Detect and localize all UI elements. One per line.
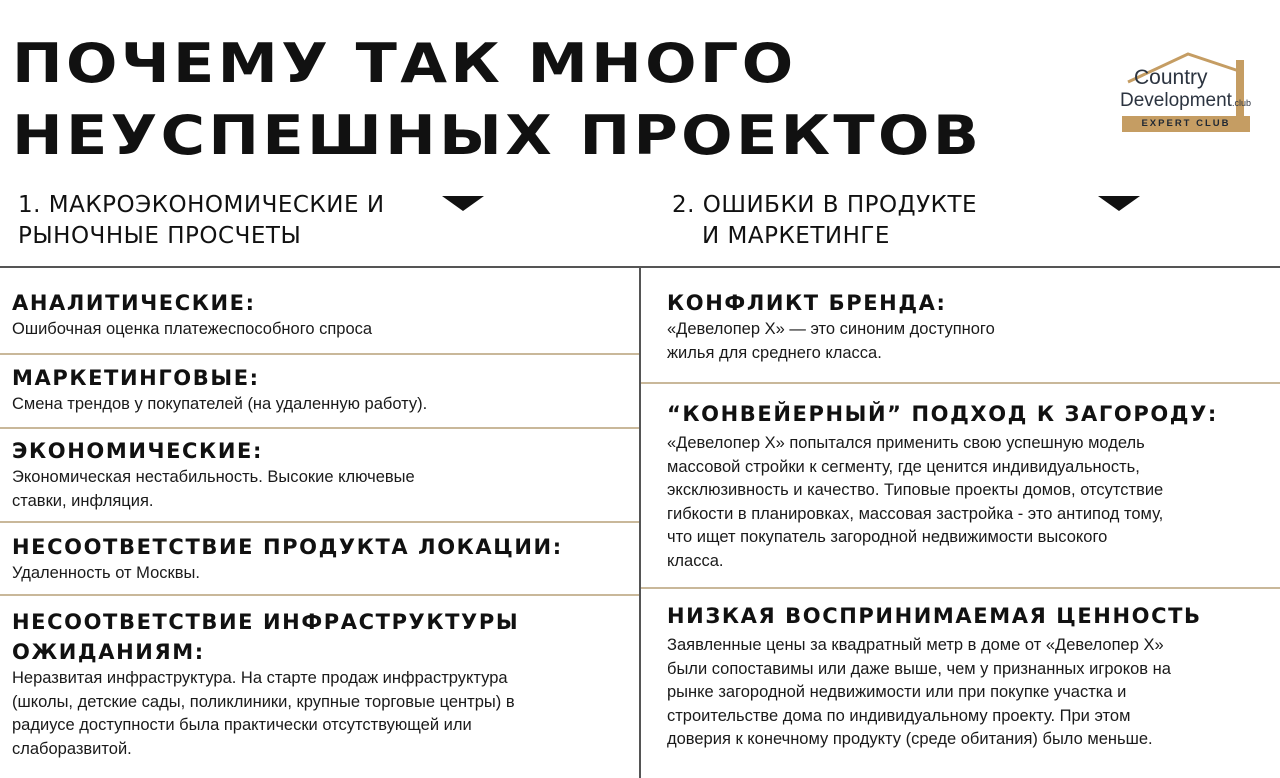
item-text-line: Экономическая нестабильность. Высокие ключевые [12,468,415,486]
item-text-line: доверия к конечному продукту (среде обитания) было меньше. [667,730,1153,748]
item-separator [0,594,639,596]
item-separator [641,382,1280,384]
country-development-logo [1118,52,1256,134]
left-item-location [12,532,563,586]
page-title [12,28,1199,172]
page-title-line-2: НЕУСПЕШНЫХ ПРОЕКТОВ [12,104,983,167]
logo-country-text: Country [1134,66,1208,89]
left-item-infrastructure [12,607,519,761]
item-text [667,432,1218,573]
item-text-line: были сопоставимы или даже выше, чем у признанных игроков на [667,659,1171,678]
item-text-line: эксклюзивность и качество. Типовые проекты домов, отсутствие [667,481,1164,499]
section-heading-product [672,190,977,252]
item-text-line: слаборазвитой. [12,739,132,758]
item-text-line: «Девелопер Х» попытался применить свою успешную модель [667,434,1145,452]
section-heading-product-line-2: И МАРКЕТИНГЕ [702,223,890,249]
logo-development-text [1120,90,1251,112]
item-heading: НЕСООТВЕТСТВИЕ ПРОДУКТА ЛОКАЦИИ: [12,535,563,559]
item-text [12,393,427,417]
item-text-line: Удаленность от Москвы. [12,564,200,582]
item-heading: АНАЛИТИЧЕСКИЕ: [12,291,256,315]
item-separator [641,587,1280,589]
section-heading-macro-line-1: 1. МАКРОЭКОНОМИЧЕСКИЕ И [18,192,385,218]
logo-club-suffix: .club [1231,98,1251,108]
page-title-line-1: ПОЧЕМУ ТАК МНОГО [12,32,797,95]
item-heading: НИЗКАЯ ВОСПРИНИМАЕМАЯ ЦЕННОСТЬ [667,604,1202,628]
section-heading-macro-line-2: РЫНОЧНЫЕ ПРОСЧЕТЫ [18,223,302,249]
item-text-line: ставки, инфляция. [12,491,154,510]
item-text-line: строительстве дома по индивидуальному проекту. При этом [667,706,1131,725]
right-item-low-value [667,601,1202,752]
logo-expert-club-band: EXPERT CLUB [1122,116,1250,132]
item-text [12,318,372,342]
item-separator [0,427,639,429]
item-text-line: Ошибочная оценка платежеспособного спроса [12,320,373,338]
item-text-line: Смена трендов у покупателей (на удаленную работу). [12,395,428,413]
item-text-line: Заявленные цены за квадратный метр в доме от «Девелопер Х» [667,636,1164,654]
item-text [12,562,563,586]
item-text-line: что ищет покупатель загородной недвижимости высокого [667,528,1108,546]
item-text [12,466,415,513]
left-item-marketing [12,363,427,417]
item-separator [0,521,639,523]
item-text [12,667,519,761]
item-heading-line-2: ОЖИДАНИЯМ: [12,640,205,664]
item-heading: “КОНВЕЙЕРНЫЙ” ПОДХОД К ЗАГОРОДУ: [667,402,1218,426]
column-divider [639,268,641,778]
item-text [667,634,1202,752]
right-item-conveyor-approach [667,399,1218,573]
right-item-brand-conflict [667,288,995,365]
section-heading-macro [18,190,385,252]
item-text-line: рынке загородной недвижимости или при покупке участка и [667,683,1127,701]
item-text-line: (школы, детские сады, поликлиники, крупные торговые центры) в [12,692,515,711]
logo-development-word: Development [1120,90,1232,111]
item-heading: ЭКОНОМИЧЕСКИЕ: [12,439,263,463]
item-heading: МАРКЕТИНГОВЫЕ: [12,366,260,390]
item-separator [0,353,639,355]
item-text-line: Неразвитая инфраструктура. На старте продаж инфраструктура [12,669,508,687]
item-text-line: «Девелопер Х» — это синоним доступного [667,320,995,338]
item-text-line: жилья для среднего класса. [667,343,882,362]
item-text-line: класса. [667,551,724,570]
left-item-economic [12,436,415,513]
item-heading-line-1: НЕСООТВЕТСТВИЕ ИНФРАСТРУКТУРЫ [12,610,520,634]
left-item-analytical [12,288,372,342]
item-text-line: гибкости в планировках, массовая застройка - это антипод тому, [667,504,1164,523]
item-heading: КОНФЛИКТ БРЕНДА: [667,291,947,315]
section-heading-product-line-1: 2. ОШИБКИ В ПРОДУКТЕ [672,192,978,218]
item-text-line: массовой стройки к сегменту, где ценится индивидуальность, [667,457,1140,476]
triangle-down-icon [442,196,484,211]
item-text [667,318,995,365]
item-text-line: радиусе доступности была практически отсутствующей или [12,716,472,734]
triangle-down-icon [1098,196,1140,211]
